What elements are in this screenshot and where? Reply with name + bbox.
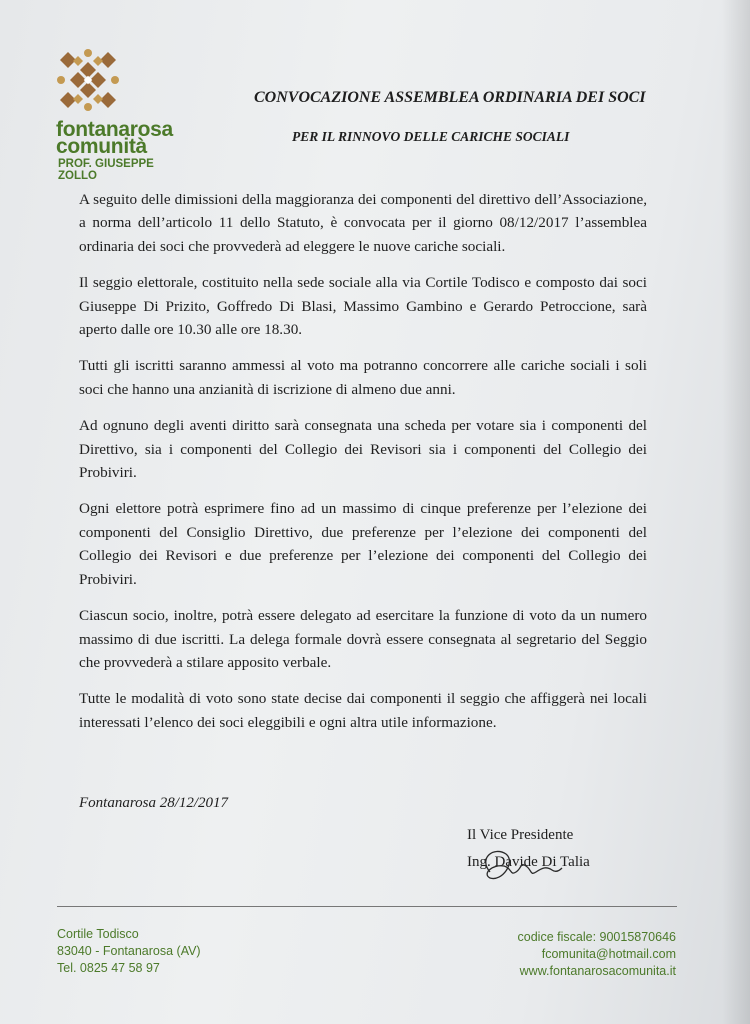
paragraph-ballot: Ad ognuno degli aventi diritto sarà consegnata una scheda per votare sia i componenti del Direttivo, sia i componenti del Collegio dei Revisori sia i componenti del Collegio dei Probiviri. [79,417,647,482]
logo-name-line2: comunità [56,135,147,158]
paragraph-delegation: Ciascun socio, inoltre, potrà essere delegato ad esercitare la funzione di voto da un numero massimo di due iscritti. La delega formale dovrà essere consegnata al segretario del Seggio che provvederà a stilare apposito verbale. [79,607,647,671]
footer-contacts [518,929,676,980]
paragraph-convocation: A seguito delle dimissioni della maggioranza dei componenti del direttivo dell’Associazione, a norma dell’articolo 11 dello Statuto, è convocata per il giorno 08/12/2017 l’assemblea ordinaria dei soci che provvederà ad eleggere le nuove cariche sociali. [79,191,647,255]
footer-website: www.fontanarosacomunita.it [519,964,676,978]
footer-email: fcomunita@hotmail.com [541,947,676,961]
document-title: CONVOCAZIONE ASSEMBLEA ORDINARIA DEI SOCI [254,89,646,106]
document-subtitle: PER IL RINNOVO DELLE CARICHE SOCIALI [292,129,570,144]
footer-address [57,926,201,977]
footer-divider [57,906,677,907]
page-edge-shadow [722,0,750,1024]
paragraph-polling-station: Il seggio elettorale, costituito nella sede sociale alla via Cortile Todisco e composto dai soci Giuseppe Di Prizito, Goffredo Di Blasi, Massimo Gambino e Gerardo Petroccione, sarà aperto dalle ore 10.30 alle ore 18.30. [79,274,647,339]
signer-name: Ing. Davide Di Talia [467,854,590,870]
letter-body [79,188,647,747]
logo-name-line1: fontanarosa [56,118,173,141]
footer-street: Cortile Todisco [57,927,139,941]
signer-role: Il Vice Presidente [467,827,574,843]
paragraph-preferences: Ogni elettore potrà esprimere fino ad un massimo di cinque preferenze per l’elezione dei componenti del Consiglio Direttivo, due preferenze per l’elezione dei componenti del Collegio dei Revisori e due preferenze per l’elezione dei componenti del Collegio dei Probiviri. [79,500,647,588]
logo-subtitle: PROF. GIUSEPPE ZOLLO [58,158,154,182]
footer-fiscal-code: codice fiscale: 90015870646 [517,930,676,944]
paragraph-voting-procedures: Tutte le modalità di voto sono state decise dai componenti il seggio che affiggerà nei locali interessati l’elenco dei soci eleggibili e ogni altra utile informazione. [79,690,647,731]
footer-phone: Tel. 0825 47 58 97 [57,961,160,975]
handwritten-signature-icon [476,842,566,888]
place-date: Fontanarosa 28/12/2017 [79,795,229,811]
association-logo [56,48,196,182]
footer-city: 83040 - Fontanarosa (AV) [57,944,201,958]
paragraph-eligibility: Tutti gli iscritti saranno ammessi al voto ma potranno concorrere alle cariche sociali i soli soci che hanno una anzianità di iscrizione di almeno due anni. [79,357,647,398]
logo-emblem-icon [56,48,120,112]
